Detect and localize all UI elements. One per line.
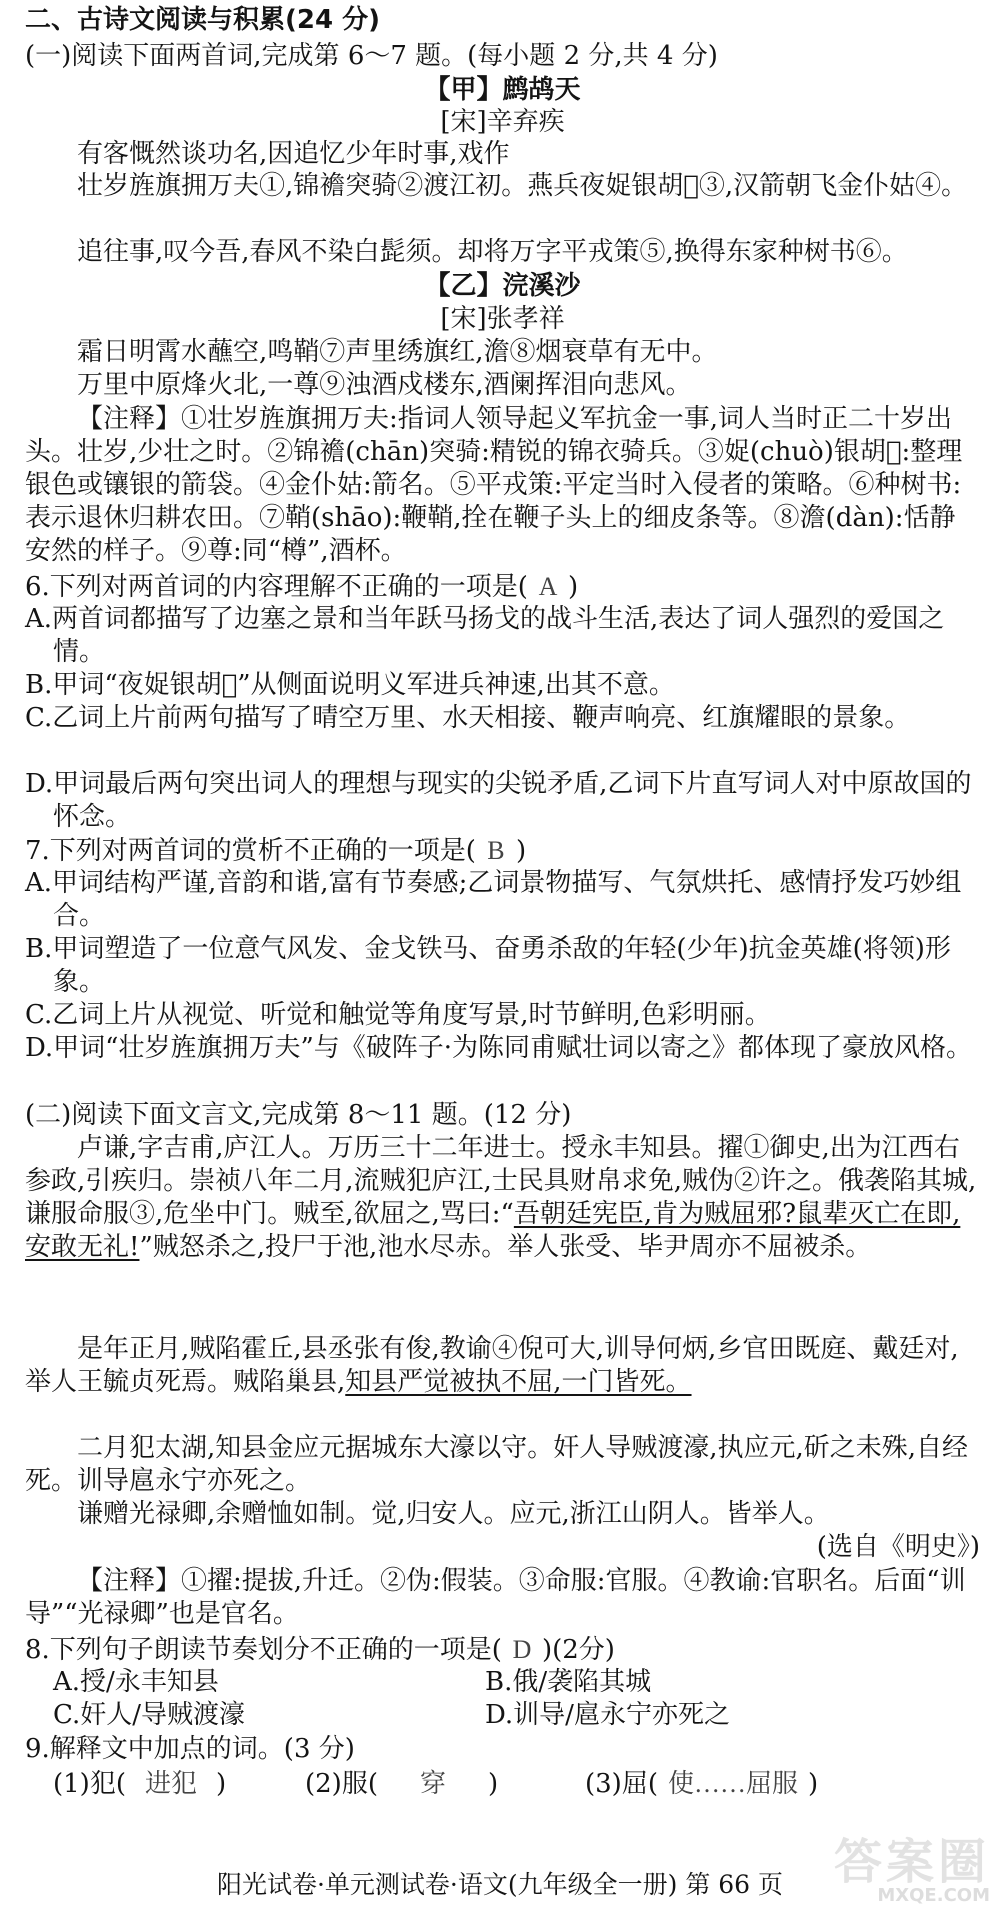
passage-paragraph-3: 二月犯太湖,知县金应元据城东大濠以守。奸人导贼渡濠,执应元,斫之未殊,自经死。训导扈永宁亦死之。 — [25, 1433, 969, 1496]
part1-instruction: (一)阅读下面两首词,完成第 6～7 题。(每小题 2 分,共 4 分) — [25, 41, 718, 71]
question-7 — [25, 834, 980, 868]
q9-item-2-answer: 穿 — [419, 1769, 446, 1798]
q9-item-2-label: (2)服( — [305, 1769, 378, 1799]
q8-answer: D — [512, 1635, 532, 1664]
q7-stem: 7.下列对两首词的赏析不正确的一项是( — [25, 836, 476, 866]
q9-item-2 — [305, 1767, 498, 1801]
page-footer: 阳光试卷·单元测试卷·语文(九年级全一册) 第 66 页 — [216, 1870, 784, 1899]
poem-a-line-2: 追往事,叹今吾,春风不染白髭须。却将万字平戎策⑤,换得东家种树书⑥。 — [77, 237, 908, 267]
q6-option-a: A.两首词都描写了边塞之景和当年跃马扬戈的战斗生活,表达了词人强烈的爱国之情。 — [25, 604, 945, 667]
poem-b-line-2: 万里中原烽火北,一尊⑨浊酒戍楼东,酒阑挥泪向悲风。 — [77, 370, 692, 400]
q8-option-d: D.训导/扈永宁亦死之 — [485, 1700, 730, 1730]
poem-a-title: 【甲】鹧鸪天 — [424, 75, 581, 105]
q7-option-c: C.乙词上片从视觉、听觉和触觉等角度写景,时节鲜明,色彩明丽。 — [25, 1000, 771, 1030]
poem-notes: 【注释】①壮岁旌旗拥万夫:指词人领导起义军抗金一事,词人当时正二十岁出头。壮岁,少壮之时。②锦襜(chān)突骑:精锐的锦衣骑兵。③娖(chuò)银胡𩨇:整理银色或镶银的箭袋。④金仆姑:箭名。⑤平戎策:平定当时入侵者的策略。⑥种树书:表示退休归耕农田。⑦鞘(shāo):鞭鞘,拴在鞭子头上的细皮条等。⑧澹(dàn):恬静安然的样子。⑨尊:同“樽”,酒杯。 — [25, 404, 963, 566]
q7-close: ) — [515, 836, 527, 866]
poem-b-line-1: 霜日明霄水蘸空,鸣鞘⑦声里绣旗红,澹⑧烟衰草有无中。 — [77, 337, 718, 367]
watermark-logo — [833, 1834, 990, 1912]
q9-item-3-answer: 使……屈服 — [667, 1769, 798, 1798]
poem-a-line-1: 壮岁旌旗拥万夫①,锦襜突骑②渡江初。燕兵夜娖银胡𩨇③,汉箭朝飞金仆姑④。 — [77, 171, 968, 201]
poem-a-author: [宋]辛弃疾 — [440, 107, 565, 137]
q8-option-b: B.俄/袭陷其城 — [485, 1667, 652, 1697]
poem-a-preface: 有客慨然谈功名,因追忆少年时事,戏作 — [77, 139, 510, 169]
q7-answer: B — [487, 836, 505, 865]
passage-p1-text-a: 卢谦,字吉甫,庐江人。万历三十二年进士。授永丰知县。擢①御史,出为江西右参政,引疾归。崇祯八年二月,流贼犯庐江,士民具财帛求免,贼伪②许之。俄袭陷其城,谦服命服③,危坐中门。贼至,欲屈之,骂曰:“ — [25, 1133, 977, 1229]
passage-notes: 【注释】①擢:提拔,升迁。②伪:假装。③命服:官服。④教谕:官职名。后面“训导”“光禄卿”也是官名。 — [25, 1566, 966, 1629]
q9-item-2-close: ) — [487, 1769, 499, 1799]
part2-instruction: (二)阅读下面文言文,完成第 8～11 题。(12 分) — [25, 1100, 572, 1130]
q8-option-c: C.奸人/导贼渡濠 — [53, 1700, 245, 1730]
watermark-url: MXQE.COM — [877, 1885, 990, 1906]
q9-item-1 — [53, 1767, 226, 1801]
q6-option-d: D.甲词最后两句突出词人的理想与现实的尖锐矛盾,乙词下片直写词人对中原故国的怀念。 — [25, 769, 972, 832]
question-6 — [25, 570, 980, 604]
q8-close: )(2分) — [541, 1635, 615, 1665]
question-9: 9.解释文中加点的词。(3 分) — [25, 1734, 355, 1764]
passage-paragraph-1 — [25, 1132, 980, 1264]
q6-option-b: B.甲词“夜娖银胡𩨇”从侧面说明义军进兵神速,出其不意。 — [25, 670, 675, 700]
q9-item-3 — [585, 1767, 818, 1801]
passage-source: (选自《明史》) — [816, 1532, 980, 1562]
q8-stem: 8.下列句子朗读节奏划分不正确的一项是( — [25, 1635, 502, 1665]
q6-option-c: C.乙词上片前两句描写了晴空万里、水天相接、鞭声响亮、红旗耀眼的景象。 — [25, 703, 911, 733]
q9-item-3-close: ) — [807, 1769, 819, 1799]
q9-item-1-answer: 进犯 — [144, 1769, 197, 1798]
q9-item-3-label: (3)屈( — [585, 1769, 658, 1799]
passage-p2-text-a: 是年正月,贼陷霍丘,县丞张有俊,教谕④倪可大,训导何炳,乡官田既庭、戴廷对,举人王毓贞死焉。贼陷巢县, — [25, 1334, 959, 1397]
passage-p2-underlined: 知县严觉被执不屈,一门皆死。 — [345, 1367, 692, 1397]
watermark-text: 答案圈 — [833, 1834, 990, 1890]
q7-option-b: B.甲词塑造了一位意气风发、金戈铁马、奋勇杀敌的年轻(少年)抗金英雄(将领)形象。 — [25, 934, 951, 997]
q9-item-1-close: ) — [215, 1769, 227, 1799]
question-8 — [25, 1633, 980, 1667]
poem-b-author: [宋]张孝祥 — [440, 304, 565, 334]
q7-option-d: D.甲词“壮岁旌旗拥万夫”与《破阵子·为陈同甫赋壮词以寄之》都体现了豪放风格。 — [25, 1033, 973, 1063]
poem-b-title: 【乙】浣溪沙 — [424, 271, 581, 301]
section-title: 二、古诗文阅读与积累(24 分) — [25, 5, 380, 35]
q6-stem: 6.下列对两首词的内容理解不正确的一项是( — [25, 572, 528, 602]
passage-p1-text-b: ”贼怒杀之,投尸于池,池水尽赤。举人张受、毕尹周亦不屈被杀。 — [139, 1232, 872, 1262]
q6-close: ) — [567, 572, 579, 602]
q9-item-1-label: (1)犯( — [53, 1769, 126, 1799]
passage-p1-underlined: 吾朝廷宪臣,肯为贼屈邪?鼠辈灭亡在即,安敢无礼! — [25, 1199, 961, 1262]
q8-option-a: A.授/永丰知县 — [53, 1667, 219, 1697]
q6-answer: A — [538, 572, 558, 601]
passage-paragraph-2 — [25, 1333, 980, 1399]
q7-option-a: A.甲词结构严谨,音韵和谐,富有节奏感;乙词景物描写、气氛烘托、感情抒发巧妙组合。 — [25, 868, 962, 931]
passage-paragraph-4: 谦赠光禄卿,余赠恤如制。觉,归安人。应元,浙江山阴人。皆举人。 — [77, 1499, 830, 1529]
